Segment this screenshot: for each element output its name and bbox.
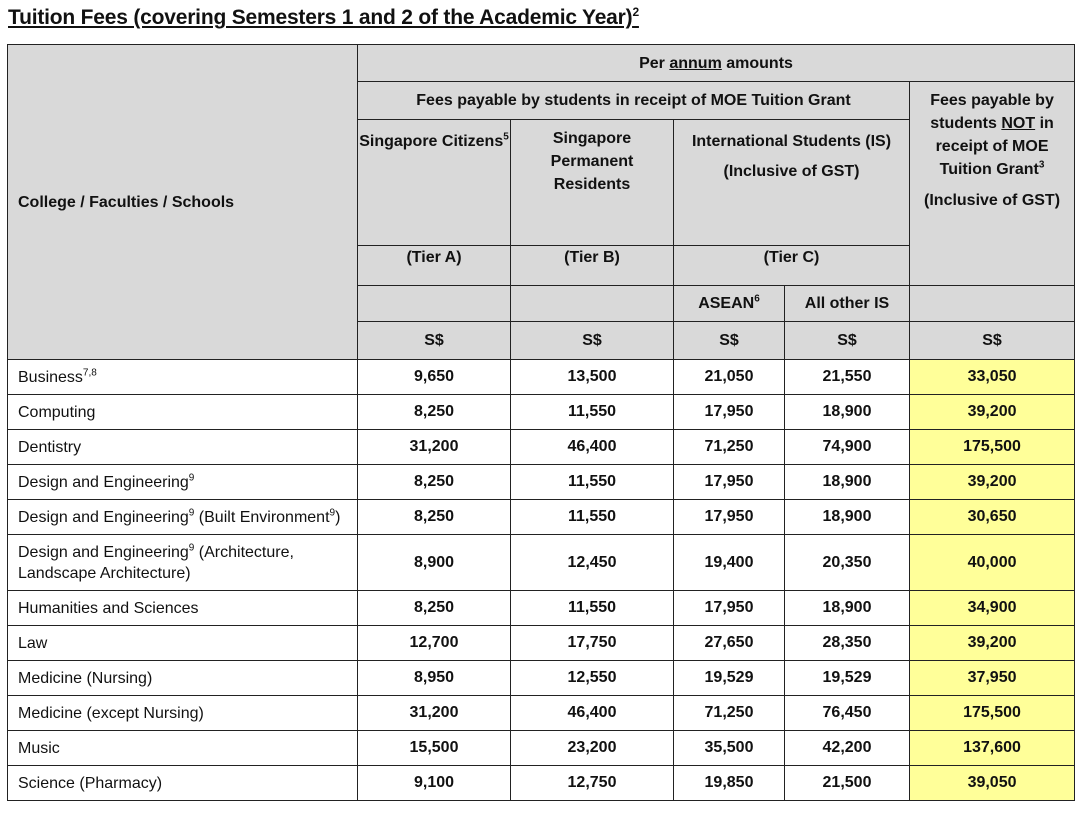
fee-singapore-citizen: 31,200: [358, 430, 511, 465]
fee-all-other-is: 18,900: [785, 465, 910, 500]
currency-not: S$: [910, 322, 1075, 360]
row-college-name: Science (Pharmacy): [8, 766, 358, 801]
asean-header: ASEAN$^6$: [674, 286, 785, 322]
fee-all-other-is: 21,550: [785, 360, 910, 395]
fee-singapore-pr: 46,400: [511, 430, 674, 465]
fee-not-moe: 33,050: [910, 360, 1075, 395]
fee-asean: 19,400: [674, 535, 785, 591]
fee-all-other-is: 18,900: [785, 500, 910, 535]
row-college-name: Medicine (Nursing): [8, 661, 358, 696]
table-row: [8, 430, 1075, 465]
table-row: [8, 395, 1075, 430]
title-text: Tuition Fees (covering Semesters 1 and 2 of the Academic Year): [8, 6, 633, 29]
fee-all-other-is: 28,350: [785, 626, 910, 661]
fee-singapore-citizen: 31,200: [358, 696, 511, 731]
row-college-name: Medicine (except Nursing): [8, 696, 358, 731]
table-row: [8, 731, 1075, 766]
fee-all-other-is: 18,900: [785, 591, 910, 626]
fee-asean: 71,250: [674, 696, 785, 731]
row-college-name: Business$^{7,8}$: [8, 360, 358, 395]
currency-asean: S$: [674, 322, 785, 360]
fee-all-other-is: 19,529: [785, 661, 910, 696]
row-college-name: Design and Engineering$^9$: [8, 465, 358, 500]
row-college-name: Humanities and Sciences: [8, 591, 358, 626]
fee-singapore-citizen: 8,250: [358, 500, 511, 535]
fee-singapore-pr: 12,550: [511, 661, 674, 696]
fee-not-moe: 37,950: [910, 661, 1075, 696]
all-other-is-header: All other IS: [785, 286, 910, 322]
fee-not-moe: 40,000: [910, 535, 1075, 591]
fee-singapore-pr: 17,750: [511, 626, 674, 661]
fee-asean: 35,500: [674, 731, 785, 766]
fee-all-other-is: 74,900: [785, 430, 910, 465]
college-column-header: College / Faculties / Schools: [8, 45, 358, 360]
currency-other: S$: [785, 322, 910, 360]
fee-singapore-pr: 23,200: [511, 731, 674, 766]
row-college-name: Design and Engineering$^9$ (Built Environment$^9$): [8, 500, 358, 535]
fee-singapore-citizen: 12,700: [358, 626, 511, 661]
fee-singapore-citizen: 8,250: [358, 465, 511, 500]
document-title: [8, 6, 639, 30]
fee-not-moe: 39,200: [910, 465, 1075, 500]
singapore-citizens-header: Singapore Citizens$^5$: [358, 120, 511, 246]
fee-asean: 71,250: [674, 430, 785, 465]
fee-not-moe: 39,050: [910, 766, 1075, 801]
table-row: [8, 626, 1075, 661]
singapore-pr-header: Singapore Permanent Residents: [511, 120, 674, 246]
fee-singapore-pr: 11,550: [511, 591, 674, 626]
fee-asean: 17,950: [674, 591, 785, 626]
fee-singapore-pr: 46,400: [511, 696, 674, 731]
fee-all-other-is: 76,450: [785, 696, 910, 731]
fee-singapore-citizen: 8,250: [358, 591, 511, 626]
per-annum-header: Per annum amounts: [358, 45, 1075, 82]
table-row: [8, 766, 1075, 801]
fee-not-moe: 39,200: [910, 626, 1075, 661]
fee-singapore-pr: 12,450: [511, 535, 674, 591]
tier-b-blank: [511, 286, 674, 322]
not-moe-grant-header: Fees payable by students NOT in receipt of MOE Tuition Grant$^3$ (Inclusive of GST): [910, 82, 1075, 286]
tier-b-label: (Tier B): [511, 246, 674, 286]
table-row: [8, 591, 1075, 626]
fee-rows: [8, 360, 1075, 801]
not-moe-blank: [910, 286, 1075, 322]
fee-not-moe: 39,200: [910, 395, 1075, 430]
fee-not-moe: 30,650: [910, 500, 1075, 535]
moe-grant-header: Fees payable by students in receipt of MOE Tuition Grant: [358, 82, 910, 120]
fee-singapore-pr: 13,500: [511, 360, 674, 395]
fee-singapore-citizen: 8,250: [358, 395, 511, 430]
fee-asean: 17,950: [674, 465, 785, 500]
tier-a-label: (Tier A): [358, 246, 511, 286]
fee-all-other-is: 42,200: [785, 731, 910, 766]
fee-all-other-is: 18,900: [785, 395, 910, 430]
fee-asean: 27,650: [674, 626, 785, 661]
row-college-name: Music: [8, 731, 358, 766]
fee-singapore-pr: 12,750: [511, 766, 674, 801]
table-row: [8, 696, 1075, 731]
fee-asean: 17,950: [674, 395, 785, 430]
fee-singapore-citizen: 8,950: [358, 661, 511, 696]
fee-singapore-citizen: 9,100: [358, 766, 511, 801]
fee-singapore-pr: 11,550: [511, 465, 674, 500]
fee-singapore-citizen: 15,500: [358, 731, 511, 766]
international-students-header: International Students (IS) (Inclusive of GST): [674, 120, 910, 246]
fee-not-moe: 34,900: [910, 591, 1075, 626]
fee-asean: 17,950: [674, 500, 785, 535]
currency-spr: S$: [511, 322, 674, 360]
fee-all-other-is: 20,350: [785, 535, 910, 591]
row-college-name: Design and Engineering$^9$ (Architecture, Landscape Architecture): [8, 535, 358, 591]
fee-singapore-citizen: 9,650: [358, 360, 511, 395]
currency-sc: S$: [358, 322, 511, 360]
table-row: [8, 535, 1075, 591]
tuition-fees-table: [7, 44, 1075, 801]
row-college-name: Dentistry: [8, 430, 358, 465]
fee-asean: 19,529: [674, 661, 785, 696]
fee-asean: 19,850: [674, 766, 785, 801]
fee-not-moe: 175,500: [910, 696, 1075, 731]
table-row: [8, 360, 1075, 395]
fee-not-moe: 175,500: [910, 430, 1075, 465]
row-college-name: Law: [8, 626, 358, 661]
fee-all-other-is: 21,500: [785, 766, 910, 801]
fee-singapore-citizen: 8,900: [358, 535, 511, 591]
fee-not-moe: 137,600: [910, 731, 1075, 766]
tier-c-label: (Tier C): [674, 246, 910, 286]
fee-singapore-pr: 11,550: [511, 500, 674, 535]
table-row: [8, 465, 1075, 500]
table-row: [8, 661, 1075, 696]
title-footnote: 2: [632, 5, 639, 19]
fee-singapore-pr: 11,550: [511, 395, 674, 430]
fee-asean: 21,050: [674, 360, 785, 395]
row-college-name: Computing: [8, 395, 358, 430]
tier-a-blank: [358, 286, 511, 322]
table-row: [8, 500, 1075, 535]
